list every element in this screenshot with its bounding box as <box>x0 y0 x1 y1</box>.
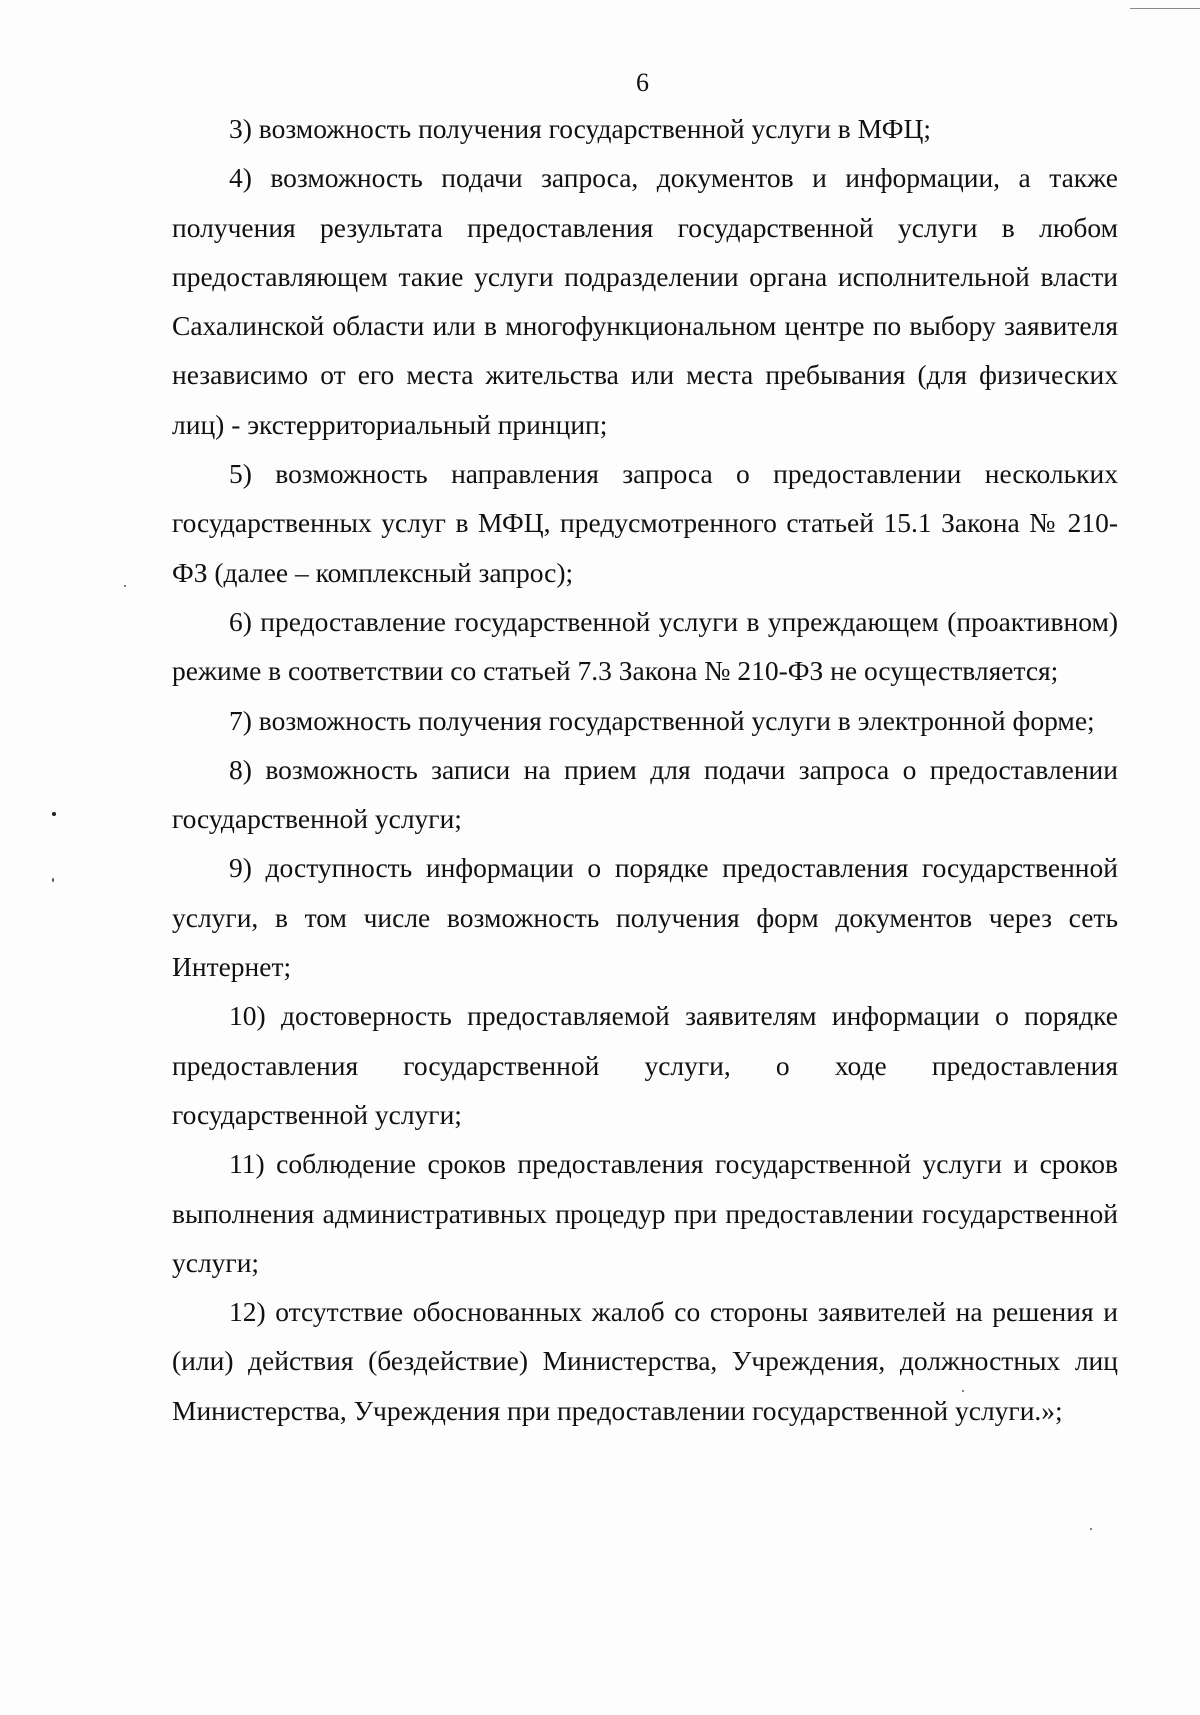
page-number: 6 <box>636 68 649 97</box>
scan-speck <box>124 585 126 587</box>
list-item-6: 6) предоставление государственной услуги в упреждающем (проактивном) режиме в соответствии со статьей 7.3 Закона № 210-ФЗ не осуществляется; <box>172 605 1118 687</box>
scan-speck <box>962 1390 964 1392</box>
scan-edge-mark <box>1130 8 1200 9</box>
list-item-11: 11) соблюдение сроков предоставления государственной услуги и сроков выполнения административных процедур при предоставлении государственной услуги; <box>172 1148 1118 1278</box>
document-body <box>172 104 1118 1435</box>
list-item-12: 12) отсутствие обоснованных жалоб со стороны заявителей на решения и (или) действия (бездействие) Министерства, Учреждения, должностных лиц Министерства, Учреждения при предоставлении государственной услуги.»; <box>172 1296 1118 1426</box>
list-item-7: 7) возможность получения государственной услуги в электронной форме; <box>229 704 1095 736</box>
scan-speck <box>52 812 56 816</box>
list-item-5: 5) возможность направления запроса о предоставлении нескольких государственных услуг в МФЦ, предусмотренного статьей 15.1 Закона № 210-ФЗ (далее – комплексный запрос); <box>172 458 1118 588</box>
list-item-3: 3) возможность получения государственной услуги в МФЦ; <box>229 113 931 144</box>
list-item-4: 4) возможность подачи запроса, документов и информации, а также получения результата предоставления государственной услуги в любом предоставляющем такие услуги подразделении органа исполнительной власти Сахалинской области или в многофункциональном центре по выбору заявителя независимо от его места жительства или места пребывания (для физических лиц) - экстерриториальный принцип; <box>172 162 1118 440</box>
list-item-9: 9) доступность информации о порядке предоставления государственной услуги, в том числе возможность получения форм документов через сеть Интернет; <box>172 852 1118 983</box>
scan-speck <box>52 878 54 882</box>
list-item-10: 10) достоверность предоставляемой заявителям информации о порядке предоставления государственной услуги, о ходе предоставления государственной услуги; <box>172 1000 1118 1130</box>
list-item-8: 8) возможность записи на прием для подачи запроса о предоставлении государственной услуги; <box>172 753 1118 835</box>
scan-speck <box>1090 1528 1092 1530</box>
